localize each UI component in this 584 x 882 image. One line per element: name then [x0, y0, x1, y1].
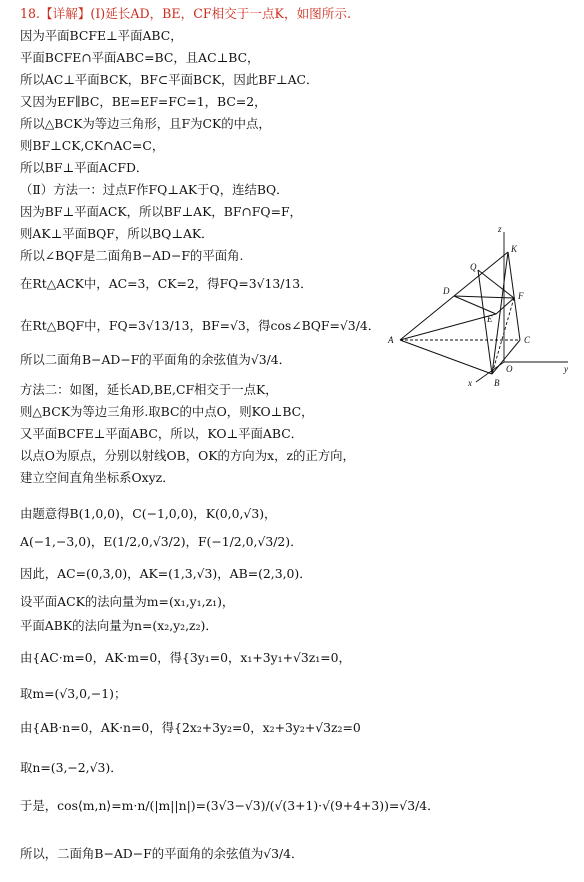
- text-line: 平面BCFE∩平面ABC=BC，且AC⊥BC，: [20, 50, 260, 65]
- label-z: z: [498, 224, 502, 234]
- text-line: 以点O为原点，分别以射线OB，OK的方向为x，z的正方向，: [20, 448, 355, 463]
- text-line: 由{AB·n=0，AK·n=0，得{2x₂+3y₂=0，x₂+3y₂+√3z₂=0: [20, 720, 361, 735]
- text-line: 所以∠BQF是二面角B−AD−F的平面角.: [20, 248, 244, 263]
- label-Q: Q: [470, 262, 477, 272]
- label-y: y: [564, 364, 568, 374]
- text-line: 于是，cos⟨m,n⟩=m·n/(|m||n|)=(3√3−√3)/(√(3+1)·√(9+4+3))=√3/4．: [20, 798, 440, 813]
- edge-A-E: [400, 314, 496, 340]
- text-line: 在Rt△ACK中，AC=3，CK=2，得FQ=3√13/13．: [20, 276, 313, 291]
- text-line: 则AK⊥平面BQF，所以BQ⊥AK．: [20, 226, 214, 241]
- label-K: K: [511, 244, 518, 254]
- text-line: 因为BF⊥平面ACK，所以BF⊥AK，BF∩FQ=F，: [20, 204, 302, 219]
- text-line: 则BF⊥CK,CK∩AC=C，: [20, 138, 165, 153]
- text-line: 在Rt△BQF中，FQ=3√13/13，BF=√3，得cos∠BQF=√3/4．: [20, 318, 381, 333]
- text-line: 设平面ACK的法向量为m=(x₁,y₁,z₁)，: [20, 594, 235, 609]
- label-B: B: [494, 378, 500, 388]
- edge-E-F: [496, 298, 514, 314]
- text-line: 取n=(3,−2,√3)．: [20, 760, 123, 775]
- text-line: 由{AC·m=0，AK·m=0，得{3y₁=0，x₁+3y₁+√3z₁=0，: [20, 650, 351, 665]
- text-line: 又因为EF∥BC，BE=EF=FC=1，BC=2，: [20, 94, 267, 109]
- text-line: 所以，二面角B−AD−F的平面角的余弦值为√3/4．: [20, 846, 304, 861]
- text-line: 所以二面角B−AD−F的平面角的余弦值为√3/4．: [20, 352, 292, 367]
- label-x: x: [468, 378, 472, 388]
- text-line: A(−1,−3,0)，E(1/2,0,√3/2)，F(−1/2,0,√3/2)．: [20, 534, 303, 549]
- edge-A-B: [400, 340, 492, 374]
- label-A: A: [388, 335, 394, 345]
- geometry-figure: [380, 222, 576, 390]
- text-line: 所以△BCK为等边三角形，且F为CK的中点，: [20, 116, 271, 131]
- solution-heading: 18.【详解】(Ⅰ)延长AD，BE，CF相交于一点K，如图所示.: [20, 6, 351, 21]
- label-O: O: [506, 364, 513, 374]
- text-line: 方法二：如图，延长AD,BE,CF相交于一点K，: [20, 382, 278, 397]
- text-line: 又平面BCFE⊥平面ABC，所以，KO⊥平面ABC．: [20, 426, 304, 441]
- label-F: F: [518, 291, 524, 301]
- text-line: 因此，AC=(0,3,0)，AK=(1,3,√3)，AB=(2,3,0)．: [20, 566, 312, 581]
- text-line: 建立空间直角坐标系Oxyz．: [20, 470, 175, 485]
- edge-D-F: [454, 296, 514, 298]
- label-E: E: [487, 314, 493, 324]
- text-line: 所以BF⊥平面ACFD．: [20, 160, 149, 175]
- text-line: 取m=(√3,0,−1)；: [20, 686, 127, 701]
- label-C: C: [524, 335, 531, 345]
- text-line: 因为平面BCFE⊥平面ABC，: [20, 28, 183, 43]
- text-line: 所以AC⊥平面BCK，BF⊂平面BCK，因此BF⊥AC．: [20, 72, 319, 87]
- text-line: 则△BCK为等边三角形.取BC的中点O，则KO⊥BC，: [20, 404, 314, 419]
- text-line: 平面ABK的法向量为n=(x₂,y₂,z₂)．: [20, 618, 218, 633]
- text-line: （Ⅱ）方法一：过点F作FQ⊥AK于Q，连结BQ．: [20, 182, 289, 197]
- edge-D-E: [454, 296, 496, 314]
- edge-Q-F: [478, 270, 514, 298]
- label-D: D: [443, 286, 450, 296]
- text-line: 由题意得B(1,0,0)，C(−1,0,0)，K(0,0,√3)，: [20, 506, 277, 521]
